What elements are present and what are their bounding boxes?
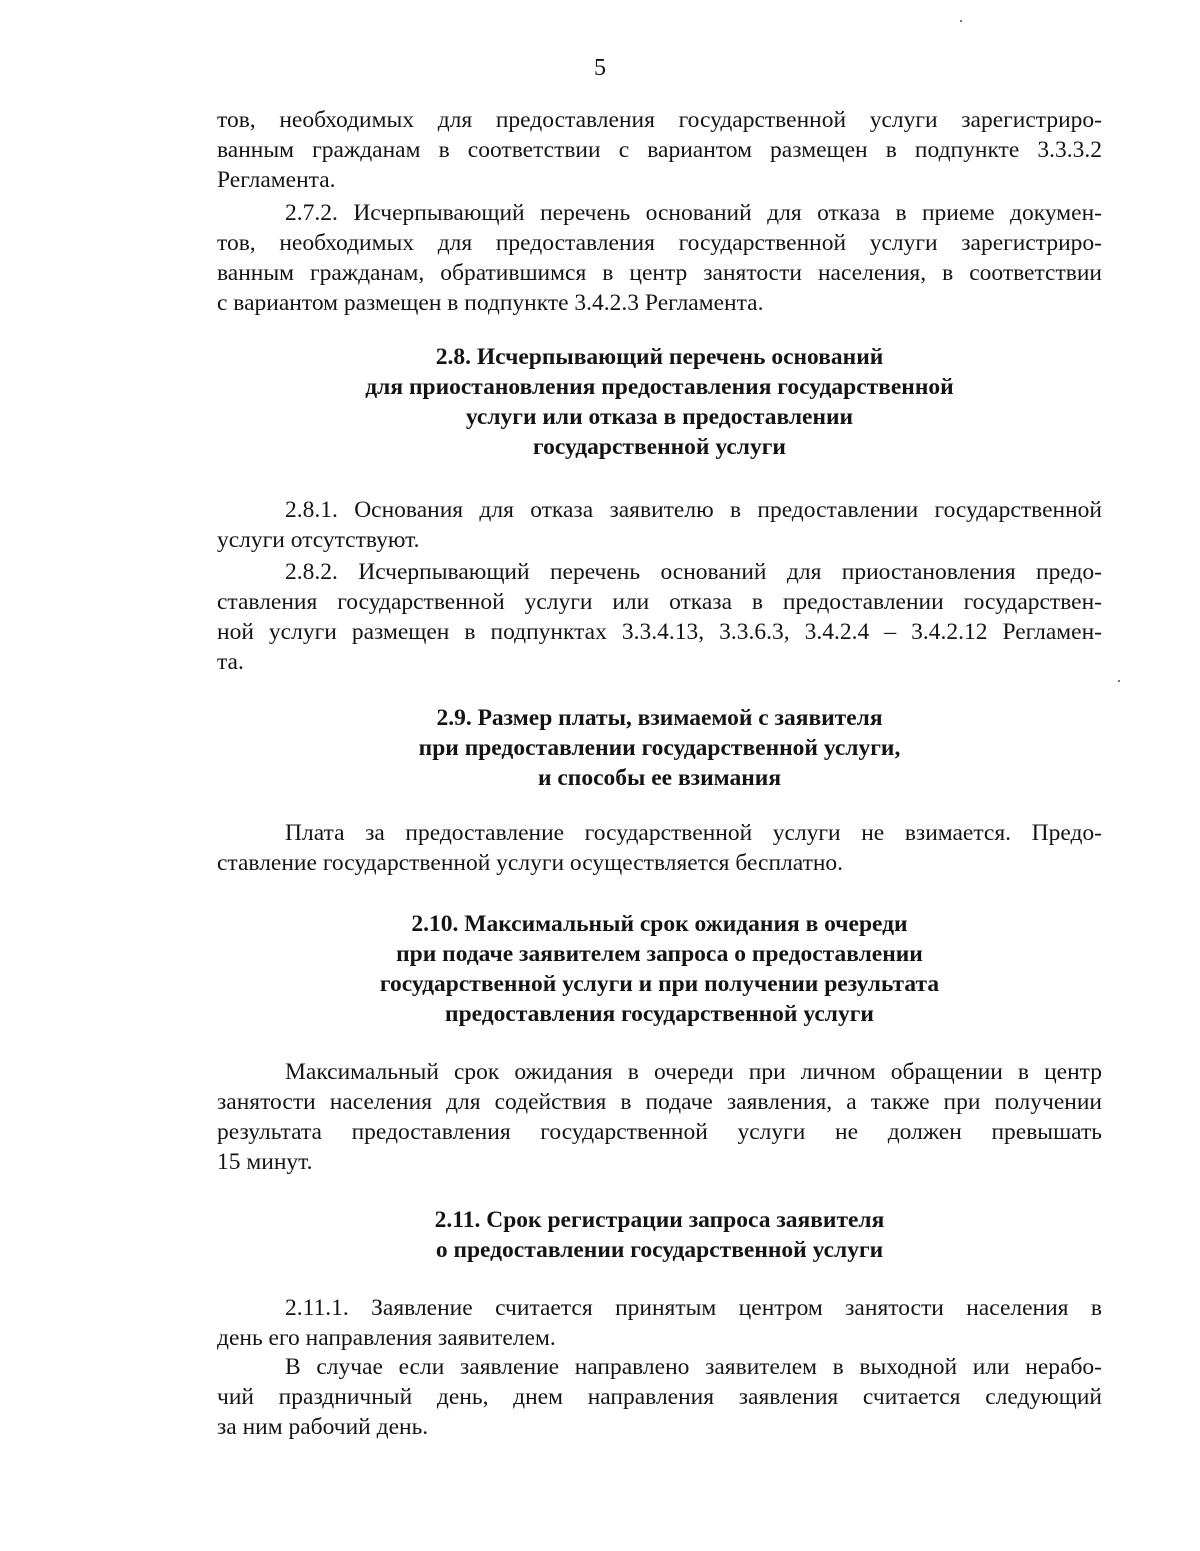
- text-line: В случае если заявление направлено заявителем в выходной или нерабо-: [285, 1354, 1102, 1380]
- paragraph-2-9: [217, 818, 1102, 878]
- heading-line: при подаче заявителем запроса о предоставлении: [396, 941, 923, 967]
- heading-line: о предоставлении государственной услуги: [435, 1237, 884, 1263]
- text-line: 2.8.1. Основания для отказа заявителю в предоставлении государственной: [285, 497, 1102, 523]
- text-line: 15 минут.: [217, 1149, 313, 1175]
- text-line: 2.11.1. Заявление считается принятым центром занятости населения в: [285, 1295, 1102, 1321]
- scan-speck: [1118, 680, 1120, 682]
- section-heading-2-8: [217, 342, 1102, 462]
- text-line: за ним рабочий день.: [217, 1414, 429, 1440]
- paragraph-2-7-2: [217, 198, 1102, 318]
- text-line: та.: [217, 649, 244, 675]
- heading-line: для приостановления предоставления государственной: [365, 374, 954, 400]
- text-line: тов, необходимых для предоставления государственной услуги зарегистриро-: [217, 107, 1102, 133]
- paragraph-2-8-2: [217, 557, 1102, 677]
- heading-line: 2.8. Исчерпывающий перечень оснований: [435, 344, 884, 370]
- heading-line: услуги или отказа в предоставлении: [465, 404, 854, 430]
- paragraph-2-10: [217, 1057, 1102, 1177]
- heading-line: и способы ее взимания: [537, 765, 782, 791]
- paragraph-2-8-1: [217, 495, 1102, 555]
- heading-line: предоставления государственной услуги: [445, 1001, 874, 1027]
- text-line: ванным гражданам, обратившимся в центр занятости населения, в соответствии: [217, 260, 1102, 286]
- section-heading-2-10: [217, 909, 1102, 1029]
- heading-line: государственной услуги: [533, 434, 786, 460]
- text-line: ставления государственной услуги или отказа в предоставлении государствен-: [217, 589, 1102, 615]
- text-line: 2.7.2. Исчерпывающий перечень оснований для отказа в приеме докумен-: [285, 200, 1102, 226]
- text-line: ной услуги размещен в подпунктах 3.3.4.13, 3.3.6.3, 3.4.2.4 – 3.4.2.12 Регламен-: [217, 619, 1102, 645]
- text-line: тов, необходимых для предоставления государственной услуги зарегистриро-: [217, 230, 1102, 256]
- section-heading-2-11: [217, 1205, 1102, 1265]
- text-line: услуги отсутствуют.: [217, 527, 420, 553]
- text-line: 2.8.2. Исчерпывающий перечень оснований для приостановления предо-: [285, 559, 1102, 585]
- intro-paragraph: [217, 105, 1102, 195]
- text-line: чий праздничный день, днем направления заявления считается следующий: [217, 1384, 1102, 1410]
- text-line: Регламента.: [217, 167, 336, 193]
- text-line: результата предоставления государственной услуги не должен превышать: [217, 1119, 1102, 1145]
- text-line: занятости населения для содействия в подаче заявления, а также при получении: [217, 1089, 1102, 1115]
- text-line: ванным гражданам в соответствии с вариантом размещен в подпункте 3.3.3.2: [217, 137, 1102, 163]
- heading-line: при предоставлении государственной услуги,: [418, 735, 901, 761]
- paragraph-2-11-1: [217, 1293, 1102, 1353]
- heading-line: 2.10. Максимальный срок ожидания в очереди: [411, 911, 908, 937]
- text-line: ставление государственной услуги осуществляется бесплатно.: [217, 850, 844, 876]
- section-heading-2-9: [217, 703, 1102, 793]
- text-line: с вариантом размещен в подпункте 3.4.2.3 Регламента.: [217, 290, 764, 316]
- scan-speck: [960, 20, 962, 22]
- text-line: день его направления заявителем.: [217, 1325, 556, 1351]
- text-line: Плата за предоставление государственной услуги не взимается. Предо-: [285, 820, 1102, 846]
- page-number: 5: [594, 55, 606, 81]
- heading-line: 2.9. Размер платы, взимаемой с заявителя: [436, 705, 883, 731]
- heading-line: 2.11. Срок регистрации запроса заявителя: [434, 1207, 885, 1233]
- heading-line: государственной услуги и при получении результата: [379, 971, 940, 997]
- text-line: Максимальный срок ожидания в очереди при личном обращении в центр: [285, 1059, 1102, 1085]
- paragraph-2-11-2: [217, 1352, 1102, 1442]
